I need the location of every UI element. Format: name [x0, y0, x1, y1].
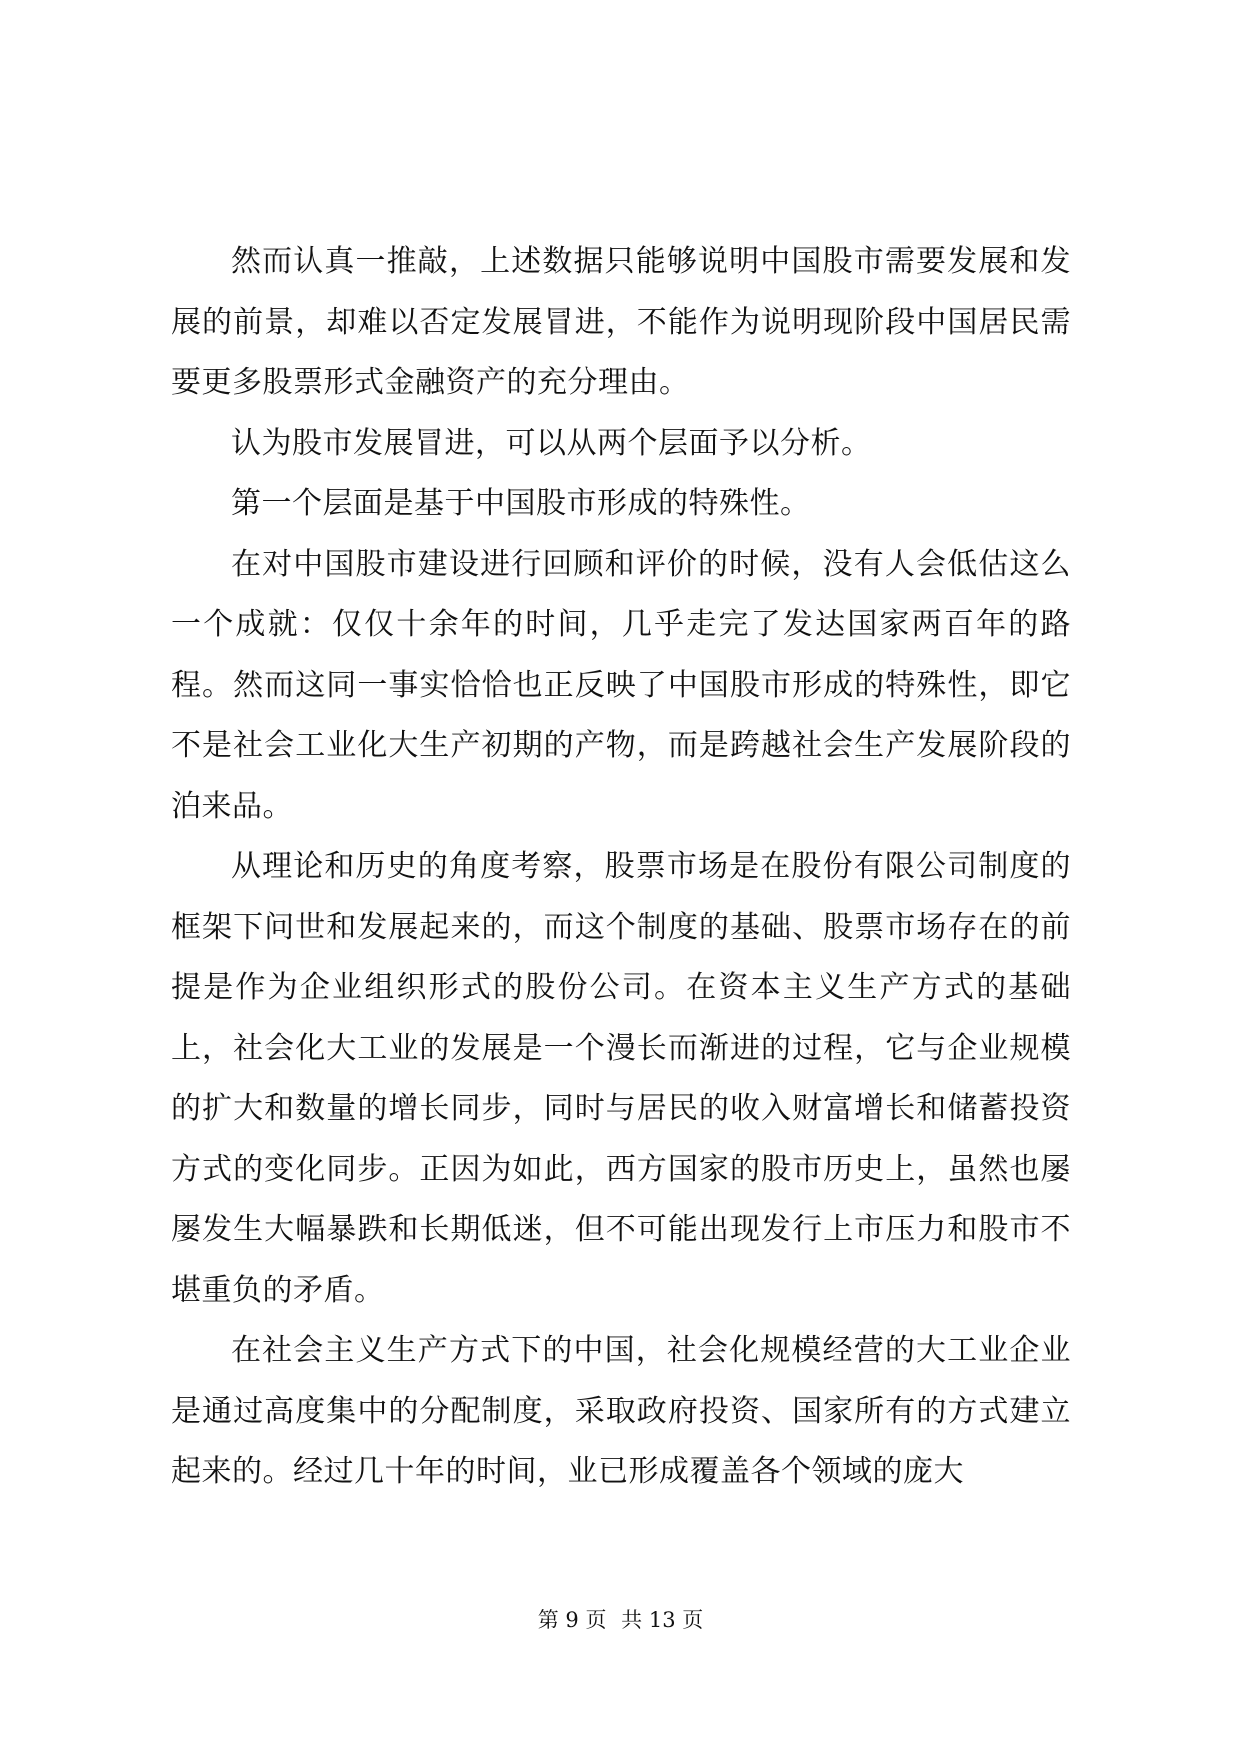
paragraph-2: 认为股市发展冒进，可以从两个层面予以分析。 — [231, 425, 872, 461]
paragraph-1: 然而认真一推敲，上述数据只能够说明中国股市需要发展和发展的前景，却难以否定发展冒进，不能作为说明现阶段中国居民需要更多股票形式金融资产的充分理由。 — [171, 244, 1071, 400]
page-number: 第 9 页 — [537, 1608, 607, 1632]
body-text — [171, 232, 1071, 1503]
page-total: 共 13 页 — [621, 1608, 704, 1632]
paragraph-5: 从理论和历史的角度考察，股票市场是在股份有限公司制度的框架下问世和发展起来的，而这个制度的基础、股票市场存在的前提是作为企业组织形式的股份公司。在资本主义生产方式的基础上，社会化大工业的发展是一个漫长而渐进的过程，它与企业规模的扩大和数量的增长同步，同时与居民的收入财富增长和储蓄投资方式的变化同步。正因为如此，西方国家的股市历史上，虽然也屡屡发生大幅暴跌和长期低迷，但不可能出现发行上市压力和股市不堪重负的矛盾。 — [171, 849, 1071, 1308]
page-footer — [0, 1604, 1241, 1634]
paragraph-4: 在对中国股市建设进行回顾和评价的时候，没有人会低估这么一个成就：仅仅十余年的时间，几乎走完了发达国家两百年的路程。然而这同一事实恰恰也正反映了中国股市形成的特殊性，即它不是社会工业化大生产初期的产物，而是跨越社会生产发展阶段的泊来品。 — [171, 546, 1071, 824]
paragraph-3: 第一个层面是基于中国股市形成的特殊性。 — [231, 486, 811, 521]
paragraph-6: 在社会主义生产方式下的中国，社会化规模经营的大工业企业是通过高度集中的分配制度，采取政府投资、国家所有的方式建立起来的。经过几十年的时间，业已形成覆盖各个领域的庞大 — [171, 1333, 1071, 1489]
